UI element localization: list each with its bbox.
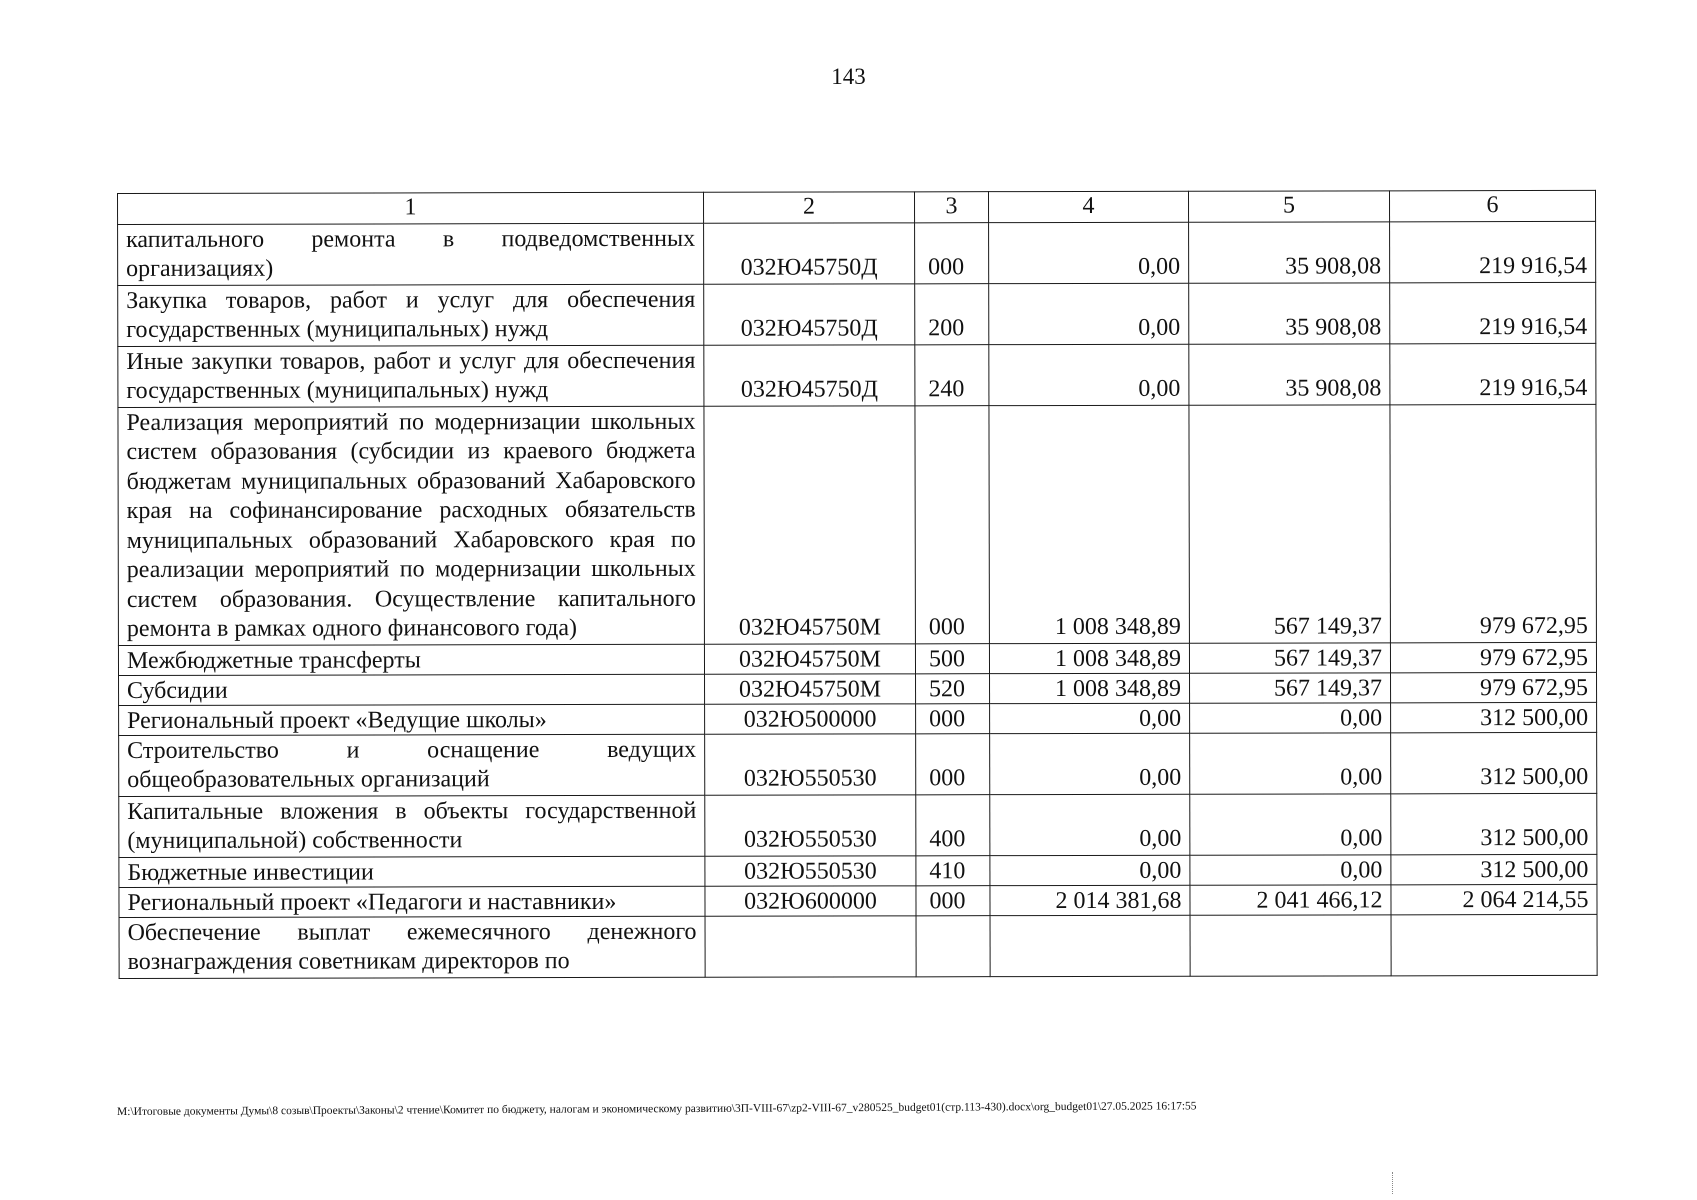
row-vr: 000 bbox=[915, 405, 989, 643]
row-code: 032Ю550530 bbox=[705, 855, 916, 885]
table-row bbox=[119, 914, 1597, 978]
column-header-2: 2 bbox=[703, 192, 914, 223]
row-value-4: 0,00 bbox=[989, 344, 1189, 405]
row-value-4: 2 014 381,68 bbox=[990, 885, 1190, 915]
row-name: Региональный проект «Ведущие школы» bbox=[119, 704, 705, 735]
row-value-6 bbox=[1391, 914, 1597, 975]
row-value-5: 567 149,37 bbox=[1189, 642, 1390, 672]
row-code: 032Ю45750М bbox=[704, 405, 915, 643]
row-value-5: 0,00 bbox=[1190, 793, 1391, 854]
table-row bbox=[119, 672, 1597, 705]
row-name: Строительство и оснащение ведущих общеобразовательных организаций bbox=[119, 734, 705, 796]
page-number: 143 bbox=[831, 64, 866, 89]
row-code bbox=[705, 915, 916, 976]
row-value-6: 219 916,54 bbox=[1390, 282, 1596, 343]
row-code: 032Ю500000 bbox=[705, 703, 916, 733]
table-row bbox=[119, 793, 1597, 857]
row-vr: 500 bbox=[915, 643, 989, 673]
budget-table bbox=[117, 190, 1598, 979]
row-vr: 400 bbox=[916, 794, 990, 855]
row-vr: 000 bbox=[916, 733, 990, 794]
row-name: Капитальные вложения в объекты государственной (муниципальной) собственности bbox=[119, 795, 705, 857]
row-vr: 000 bbox=[916, 703, 990, 733]
row-value-4: 1 008 348,89 bbox=[990, 673, 1190, 703]
row-vr bbox=[916, 915, 990, 976]
row-vr: 410 bbox=[916, 855, 990, 885]
row-value-4: 0,00 bbox=[990, 703, 1190, 733]
column-header-5: 5 bbox=[1188, 191, 1389, 222]
row-value-5: 0,00 bbox=[1190, 702, 1391, 732]
table-row bbox=[119, 702, 1597, 735]
row-value-5 bbox=[1190, 914, 1391, 975]
row-value-6: 312 500,00 bbox=[1391, 732, 1597, 793]
row-name: Межбюджетные трансферты bbox=[118, 644, 704, 675]
row-value-6: 219 916,54 bbox=[1390, 221, 1596, 282]
scan-mark bbox=[1392, 1172, 1394, 1194]
row-value-6: 312 500,00 bbox=[1391, 702, 1597, 732]
table-row bbox=[119, 854, 1597, 887]
row-value-5: 0,00 bbox=[1190, 732, 1391, 793]
row-value-4: 0,00 bbox=[990, 733, 1190, 794]
row-code: 032Ю600000 bbox=[705, 885, 916, 915]
row-value-6: 312 500,00 bbox=[1391, 793, 1597, 854]
row-vr: 000 bbox=[916, 885, 990, 915]
row-name: Обеспечение выплат ежемесячного денежного вознаграждения советникам директоров по bbox=[119, 916, 705, 978]
row-value-4: 0,00 bbox=[990, 794, 1190, 855]
row-code: 032Ю45750Д bbox=[704, 222, 915, 283]
row-code: 032Ю45750Д bbox=[704, 344, 915, 405]
column-header-6: 6 bbox=[1389, 190, 1595, 221]
row-name: Бюджетные инвестиции bbox=[119, 856, 705, 887]
row-value-6: 219 916,54 bbox=[1390, 343, 1596, 404]
row-value-4: 1 008 348,89 bbox=[989, 643, 1189, 673]
row-value-4: 1 008 348,89 bbox=[989, 405, 1189, 643]
column-header-3: 3 bbox=[914, 192, 988, 223]
row-value-4: 0,00 bbox=[989, 283, 1189, 344]
row-value-5: 2 041 466,12 bbox=[1190, 884, 1391, 914]
row-value-6: 2 064 214,55 bbox=[1391, 884, 1597, 914]
row-vr: 520 bbox=[916, 673, 990, 703]
row-value-4 bbox=[990, 915, 1190, 976]
row-name: Субсидии bbox=[119, 674, 705, 705]
table-row bbox=[118, 642, 1596, 675]
row-code: 032Ю550530 bbox=[705, 794, 916, 855]
row-value-6: 979 672,95 bbox=[1390, 642, 1596, 672]
row-code: 032Ю550530 bbox=[705, 733, 916, 794]
row-value-5: 35 908,08 bbox=[1189, 343, 1390, 404]
row-name: Закупка товаров, работ и услуг для обеспечения государственных (муниципальных) нужд bbox=[118, 284, 704, 346]
table-row bbox=[118, 221, 1596, 285]
row-value-5: 35 908,08 bbox=[1189, 221, 1390, 282]
row-value-6: 979 672,95 bbox=[1391, 672, 1597, 702]
row-vr: 000 bbox=[915, 222, 989, 283]
row-name: Иные закупки товаров, работ и услуг для обеспечения государственных (муниципальных) нужд bbox=[118, 345, 704, 407]
row-value-5: 0,00 bbox=[1190, 854, 1391, 884]
row-code: 032Ю45750М bbox=[704, 643, 915, 673]
table-header-row bbox=[118, 190, 1596, 224]
table-row bbox=[118, 343, 1596, 407]
row-vr: 240 bbox=[915, 344, 989, 405]
table-row bbox=[118, 404, 1596, 645]
row-name: Реализация мероприятий по модернизации школьных систем образования (субсидии из краевого бюджета бюджетам муниципальных образований Хабаровского края на софинансирование расходных обязательств муниципальных образований Хабаровского края по реализации мероприятий по модернизации школьных систем образования. Осуществление капитального ремонта в рамках одного финансового года) bbox=[118, 406, 704, 645]
row-value-6: 312 500,00 bbox=[1391, 854, 1597, 884]
table-row bbox=[119, 884, 1597, 917]
row-name: Региональный проект «Педагоги и наставники» bbox=[119, 886, 705, 917]
row-value-6: 979 672,95 bbox=[1390, 404, 1596, 642]
column-header-1: 1 bbox=[118, 192, 704, 224]
row-code: 032Ю45750Д bbox=[704, 283, 915, 344]
table-row bbox=[118, 282, 1596, 346]
column-header-4: 4 bbox=[988, 191, 1188, 222]
row-value-5: 567 149,37 bbox=[1189, 404, 1390, 642]
row-code: 032Ю45750М bbox=[705, 673, 916, 703]
row-vr: 200 bbox=[915, 283, 989, 344]
row-name: капитального ремонта в подведомственных организациях) bbox=[118, 223, 704, 285]
table-row bbox=[119, 732, 1597, 796]
footer-file-path: M:\Итоговые документы Думы\8 созыв\Проекты\Законы\2 чтение\Комитет по бюджету, налогам и экономическому развитию\3П-VIII-67\zp2-VIII-67_v280525_budget01(стр.113-430).docx\org_budget01\27.05.2025 16:17:55 bbox=[117, 1100, 1197, 1118]
row-value-5: 567 149,37 bbox=[1190, 672, 1391, 702]
row-value-4: 0,00 bbox=[990, 855, 1190, 885]
row-value-4: 0,00 bbox=[989, 222, 1189, 283]
row-value-5: 35 908,08 bbox=[1189, 282, 1390, 343]
